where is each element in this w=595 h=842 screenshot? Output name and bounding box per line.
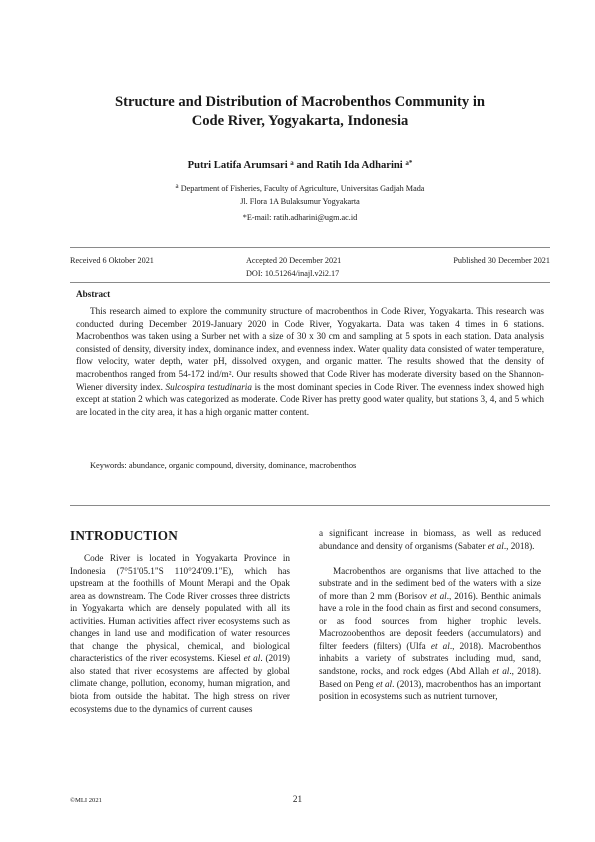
keywords: Keywords: abundance, organic compound, diversity, dominance, macrobenthos xyxy=(90,461,357,470)
author-1: Putri Latifa Arumsari xyxy=(187,160,288,171)
corresponding-email[interactable]: *E-mail: ratih.adharini@ugm.ac.id xyxy=(242,213,358,222)
author-connector: and xyxy=(293,160,317,171)
left-column xyxy=(70,552,290,715)
intro-paragraph-2 xyxy=(319,565,541,703)
author-2-affiliation-mark: a* xyxy=(405,159,413,167)
affiliation-mark: a xyxy=(175,182,179,190)
abstract-body xyxy=(76,305,544,418)
affiliation xyxy=(70,180,530,208)
intro-p2-text-2: ., 2016). Benthic animals have a role in the food chain as first and second consumers, or as food sources from higher trophic levels. Macrozoobenthos are deposit feeders (accumulators) and filter feeders (filters) (Ulfa xyxy=(319,590,541,651)
intro-paragraph-1-continued xyxy=(319,527,541,552)
top-divider xyxy=(70,247,550,248)
intro-p2-text-1: Macrobenthos are organisms that live attached to the substrate and in the sediment bed of the waters with a size of more than 2 mm (Borisov xyxy=(319,565,541,601)
intro-p1c-text-2: ., 2018). xyxy=(503,540,535,551)
author-1-affiliation-mark: a xyxy=(290,159,294,167)
accepted-date: Accepted 20 December 2021 xyxy=(246,256,342,265)
right-column xyxy=(319,527,541,703)
abstract-text-2: is the most dominant species in Code River. The evenness index showed high except at station 2 which was categorized as moderate. Code River has pretty good water quality, but stations 3, 4, and 5 which are located in the city area, it has a high organic matter content. xyxy=(76,381,544,417)
abstract-heading: Abstract xyxy=(76,289,111,299)
intro-paragraph-1 xyxy=(70,552,290,715)
intro-p2-text-5: . (2013), macrobenthos has an important position in ecosystems such as nutrient turnover, xyxy=(319,678,542,702)
intro-p1c-text-1: a significant increase in biomass, as well as reduced abundance and density of organisms (Sabater xyxy=(319,528,541,551)
intro-p2-etal-4: et al xyxy=(376,678,393,689)
intro-p1-etal: et al xyxy=(243,653,261,664)
received-date: Received 6 Oktober 2021 xyxy=(70,256,154,265)
intro-p1-text-2: . (2019) also stated that river ecosystems are affected by global climate change, pollution, economy, human migration, and biota from outside the habitat. The high stress on river ecosystems due to the dynamics of current causes xyxy=(70,653,290,714)
intro-p2-etal-2: et al xyxy=(430,640,450,651)
doi-link[interactable]: DOI: 10.51264/inajl.v2i2.17 xyxy=(246,268,340,278)
intro-p2-text-4: ., 2018). Based on Peng xyxy=(319,665,542,689)
title-line-1: Structure and Distribution of Macrobenthos Community in xyxy=(114,94,485,110)
intro-p1-text-1: Code River is located in Yogyakarta Province in Indonesia (7°51'05.1"S 110°24'09.1"E), which has upstream at the foothills of Mount Merapi and the Opak area as downstream. The Code River crosses three districts in Yogyakarta which are densely populated with all its activities. Human activities affect river ecosystems such as changes in land use and modification of water resources that change the physical, chemical, and biological characteristics of the river ecosystems. Kiesel xyxy=(70,553,290,664)
abstract-top-divider xyxy=(70,282,550,283)
abstract-bottom-divider xyxy=(70,505,550,506)
paper-title xyxy=(70,93,530,131)
abstract-text-1: This research aimed to explore the community structure of macrobenthos in Code River, Yogyakarta. This research was conducted during December 2019-January 2020 in Code River, Yogyakarta. Data was taken 4 times in 6 stations. Macrobenthos was taken using a Surber net with a size of 30 x 30 cm and sampling at 5 spots in each station. Data analysis consisted of density, diversity index, dominance index, and evenness index. Water quality data consisted of water temperature, flow velocity, water depth, water pH, dissolved oxygen, and organic matter. The results showed that the density of macrobenthos ranged from 54-172 ind/m². Our results showed that Code River has moderate diversity based on the Shannon-Wiener diversity index. xyxy=(76,306,544,392)
published-date: Published 30 December 2021 xyxy=(453,256,550,265)
page-number: 21 xyxy=(292,794,303,804)
abstract-species-name: Sulcospira testudinaria xyxy=(165,381,252,392)
intro-p1c-etal: et al xyxy=(487,540,504,551)
title-line-2: Code River, Yogyakarta, Indonesia xyxy=(191,113,409,129)
copyright-notice: ©MLI 2021 xyxy=(70,797,102,804)
intro-p2-etal-3: et al xyxy=(492,665,510,676)
introduction-heading: INTRODUCTION xyxy=(70,528,178,543)
author-list xyxy=(70,156,530,173)
intro-p2-etal-1: et al xyxy=(430,590,447,601)
intro-p2-text-3: ., 2018). Macrobenthos inhabits a variety of substrates including mud, sand, sandstone, rocks, and rock edges (Abd Allah xyxy=(319,640,541,676)
author-2: Ratih Ida Adharini xyxy=(316,160,403,171)
affiliation-line-2: Jl. Flora 1A Bulaksumur Yogyakarta xyxy=(240,196,360,206)
affiliation-line-1: Department of Fisheries, Faculty of Agriculture, Universitas Gadjah Mada xyxy=(178,184,425,193)
